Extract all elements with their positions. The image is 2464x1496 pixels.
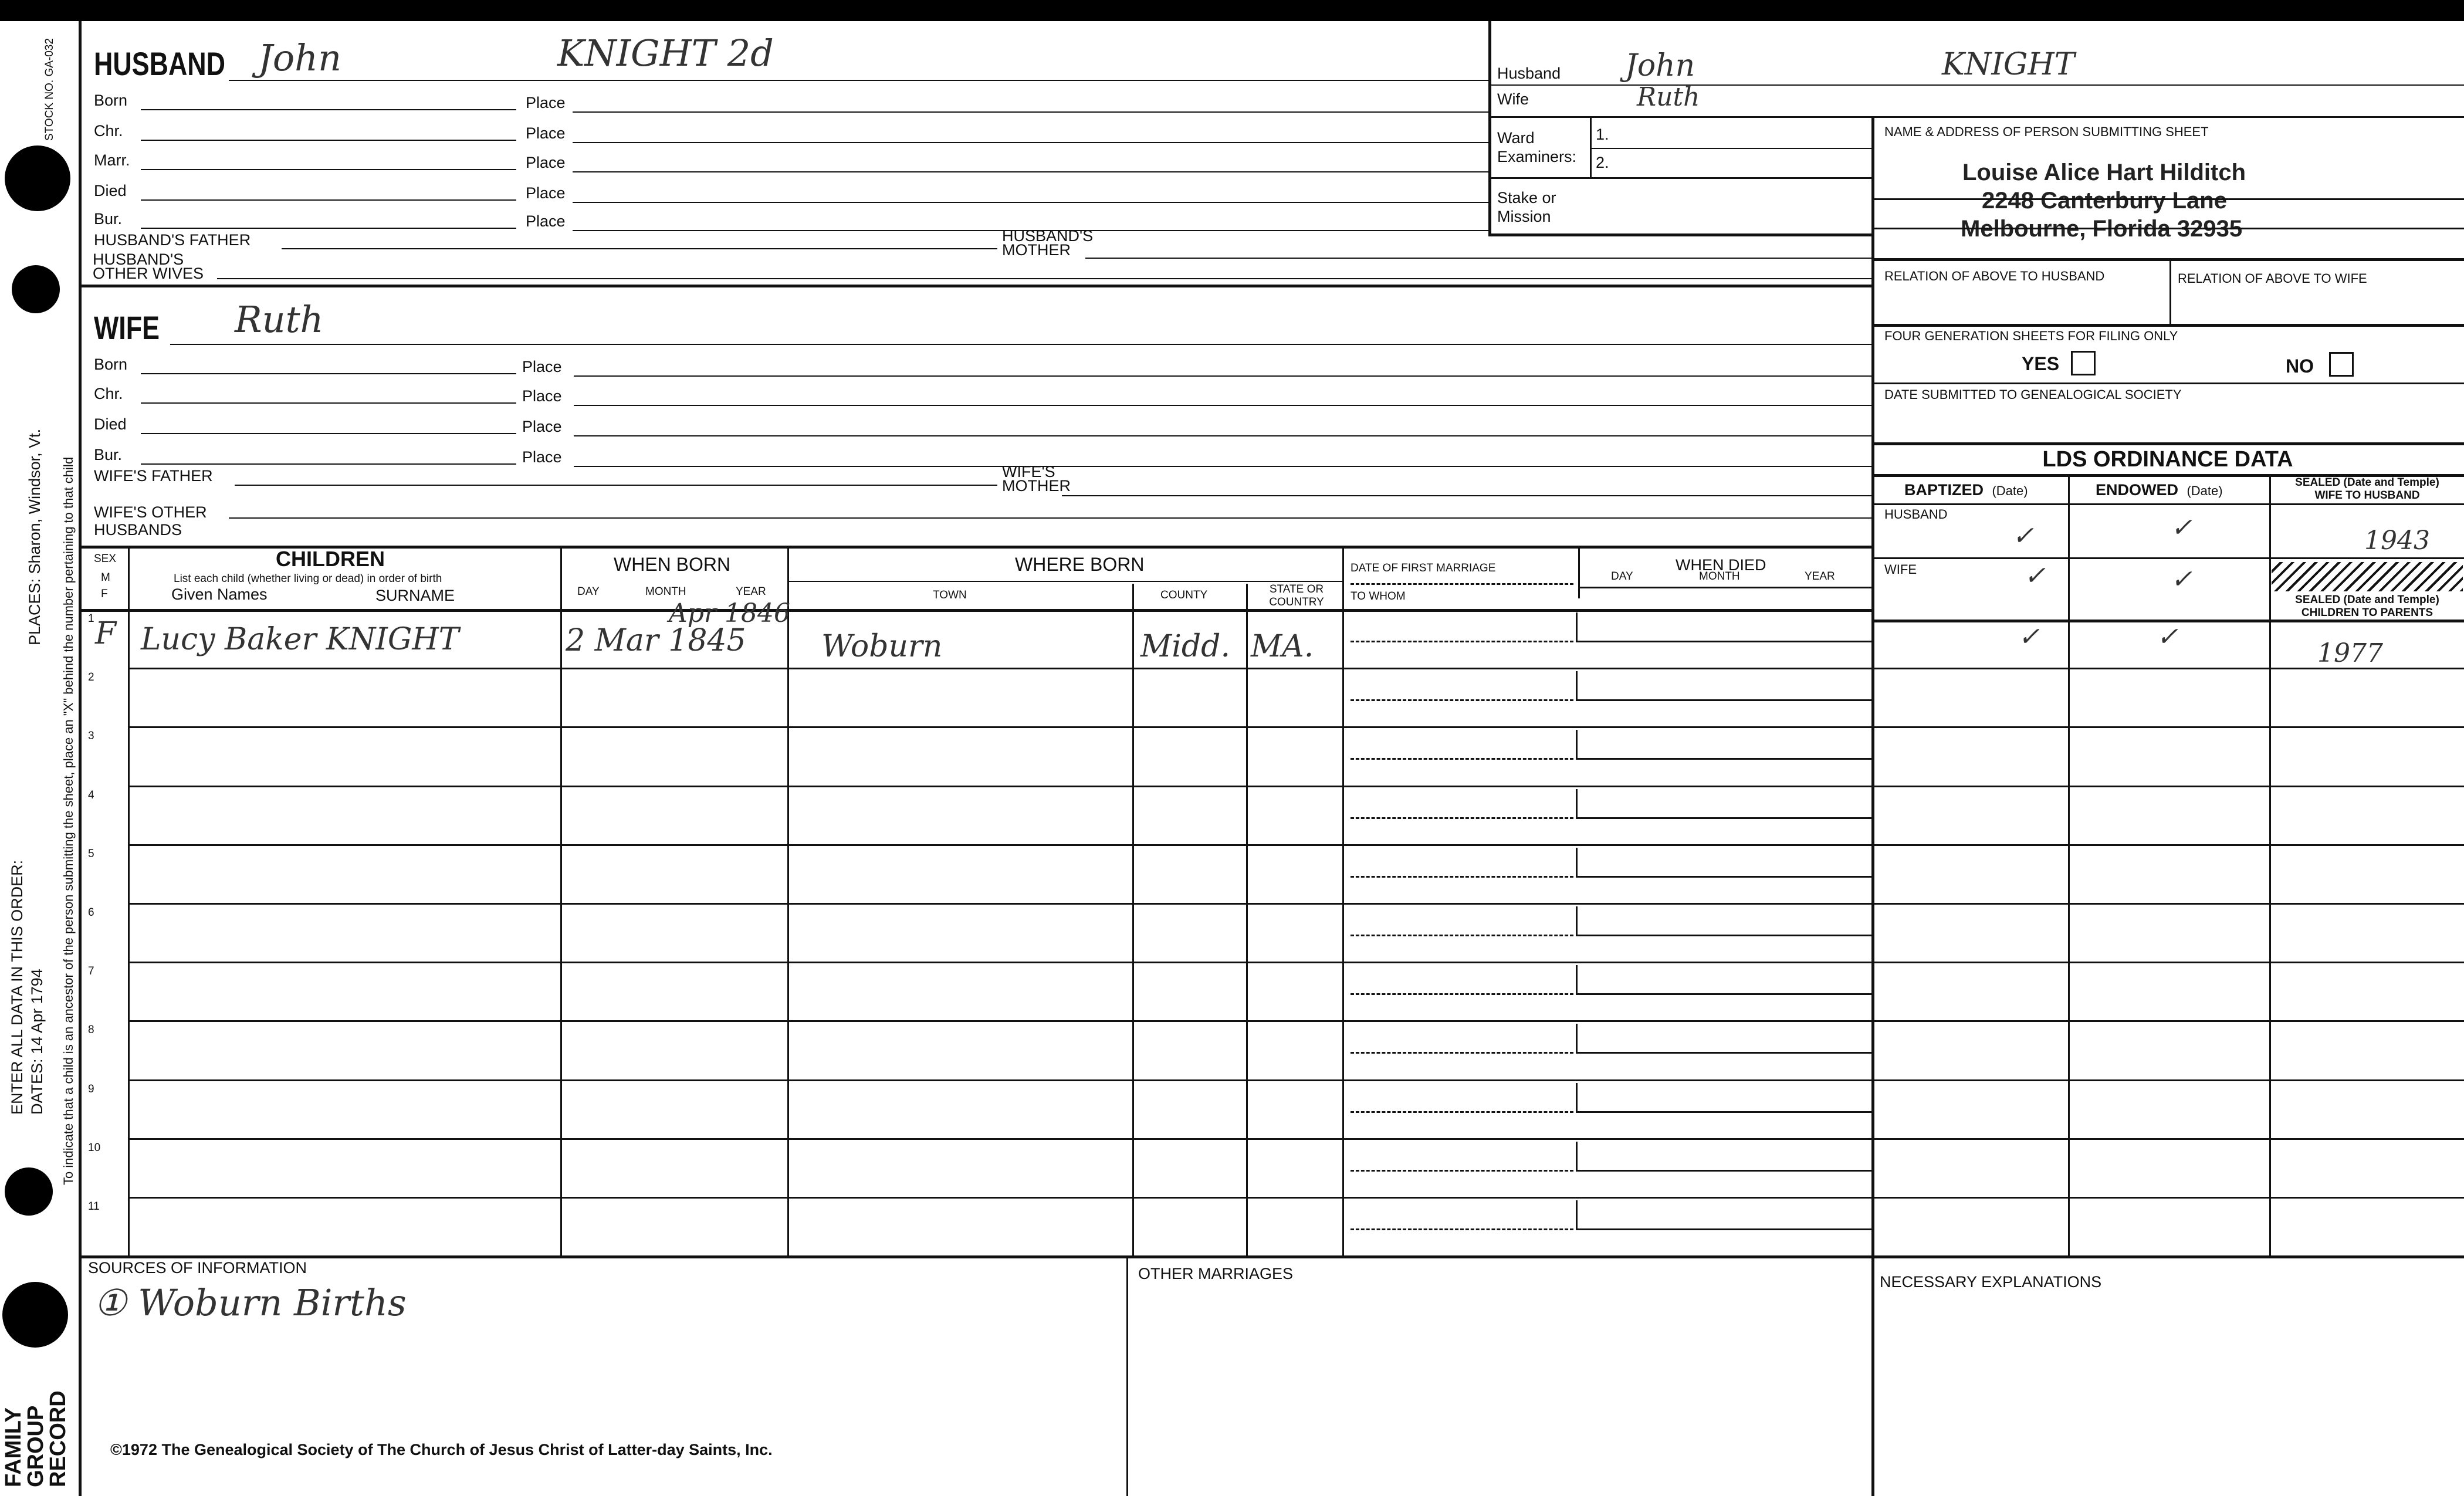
- child-died-line[interactable]: [1576, 935, 1871, 936]
- husband-place-label: Place: [526, 154, 566, 171]
- husband-given-name[interactable]: John: [258, 36, 342, 79]
- submitter-street[interactable]: 2248 Canterbury Lane: [1982, 188, 2227, 214]
- children-header: CHILDREN: [276, 547, 385, 571]
- child-died-line[interactable]: [1576, 1111, 1871, 1113]
- col-born: [787, 546, 789, 1255]
- col-state: [1342, 546, 1344, 1255]
- sex-f: F: [101, 588, 108, 600]
- header-husband-given[interactable]: John: [1625, 48, 1695, 83]
- state-header: STATE OR COUNTRY: [1269, 583, 1324, 608]
- husband-place-label: Place: [526, 184, 566, 202]
- lds-child1-baptized[interactable]: ✓: [2018, 622, 2040, 652]
- husband-name-line: [229, 80, 1488, 81]
- form-title: FAMILY GROUP RECORD: [1, 1390, 70, 1487]
- children-header-bottom: [79, 609, 1871, 612]
- lds-title: LDS ORDINANCE DATA: [2042, 447, 2293, 472]
- lds-husband-label: HUSBAND: [1884, 507, 1948, 522]
- husband-parents-line: [282, 248, 997, 249]
- husband-row-label: Bur.: [94, 210, 123, 228]
- wife-date-line[interactable]: [141, 402, 516, 404]
- child-died-line[interactable]: [1576, 699, 1871, 701]
- child-died-box: [1576, 789, 1578, 818]
- child-1-town[interactable]: Woburn: [821, 629, 943, 664]
- child-row-divider: [128, 668, 2464, 669]
- where-born-underline: [787, 581, 1342, 582]
- sources-label: SOURCES OF INFORMATION: [88, 1259, 307, 1277]
- when-born-header: WHEN BORN: [614, 554, 731, 575]
- submitter-line: [1871, 198, 2464, 200]
- section-divider: [79, 285, 1871, 287]
- husband-father-label: HUSBAND'S FATHER: [94, 231, 251, 249]
- wife-row-label: Chr.: [94, 385, 123, 402]
- husband-mother-line: [1085, 258, 1871, 259]
- submitter-name[interactable]: Louise Alice Hart Hilditch: [1962, 160, 2246, 185]
- child-marriage-line[interactable]: [1351, 641, 1573, 642]
- submitter-bottom: [1871, 258, 2464, 261]
- died-header-bottom: [1578, 587, 1871, 588]
- child-died-line[interactable]: [1576, 993, 1871, 995]
- husband-other-wives-line: [217, 278, 1871, 279]
- four-gen-bottom: [1871, 383, 2464, 384]
- frame-left: [79, 21, 82, 1496]
- wife-row-label: Born: [94, 356, 128, 373]
- top-border: [0, 0, 2464, 21]
- col-county: [1246, 584, 1248, 1255]
- child-marriage-line[interactable]: [1351, 876, 1573, 878]
- husband-row-label: Marr.: [94, 151, 130, 169]
- child-row-divider: [128, 1138, 2464, 1140]
- examiner-2[interactable]: 2.: [1596, 154, 1609, 171]
- date-submitted-bottom: [1871, 442, 2464, 445]
- date-submitted-label: DATE SUBMITTED TO GENEALOGICAL SOCIETY: [1884, 387, 2182, 402]
- child-1-county[interactable]: Midd.: [1140, 629, 1230, 664]
- other-marriages-label: OTHER MARRIAGES: [1138, 1265, 1294, 1282]
- lds-husband-bottom: [1871, 557, 2464, 559]
- child-died-box: [1576, 1200, 1578, 1230]
- lds-sealed-wife: SEALED (Date and Temple) WIFE TO HUSBAND: [2295, 476, 2439, 502]
- child-row-number: 1: [88, 612, 94, 625]
- to-whom-header: TO WHOM: [1351, 590, 1406, 603]
- child-1-sex[interactable]: F: [95, 616, 117, 651]
- wife-mother-label: WIFE'S MOTHER: [1002, 463, 1071, 495]
- wife-date-line[interactable]: [141, 463, 516, 465]
- when-died-header: WHEN DIED: [1676, 556, 1766, 574]
- copyright: ©1972 The Genealogical Society of The Church of Jesus Christ of Latter-day Saints, Inc.: [110, 1441, 773, 1458]
- binder-hole: [2, 1282, 68, 1348]
- died-day-header: DAY: [1611, 570, 1633, 583]
- child-died-line[interactable]: [1576, 641, 1871, 642]
- header-wife-line: [1488, 116, 2464, 118]
- child-row-number: 2: [88, 671, 94, 683]
- child-marriage-line[interactable]: [1351, 1228, 1573, 1230]
- lds-child1-endowed[interactable]: ✓: [2157, 622, 2178, 652]
- husband-other-wives-label: HUSBAND'S OTHER WIVES: [93, 251, 204, 282]
- child-row-divider: [128, 844, 2464, 846]
- child-died-box: [1576, 730, 1578, 759]
- stake-label: Stake or: [1497, 189, 1556, 207]
- husband-date-line[interactable]: [141, 228, 516, 229]
- child-died-line[interactable]: [1576, 876, 1871, 878]
- husband-place-label: Place: [526, 212, 566, 230]
- died-year-header: YEAR: [1805, 570, 1835, 583]
- child-died-line[interactable]: [1576, 1052, 1871, 1054]
- lds-sealed-children: SEALED (Date and Temple) CHILDREN TO PARENTS: [2295, 594, 2439, 619]
- wife-label: WIFE: [94, 309, 160, 346]
- wife-other-husbands-label: WIFE'S OTHER HUSBANDS: [94, 503, 207, 539]
- examiner-1[interactable]: 1.: [1596, 126, 1609, 143]
- wife-other-husbands-line: [229, 517, 1871, 519]
- husband-place-line[interactable]: [573, 171, 1488, 172]
- lds-wife-baptized[interactable]: ✓: [2024, 561, 2046, 591]
- child-row-number: 8: [88, 1024, 94, 1036]
- child-row-divider: [128, 1079, 2464, 1081]
- child-marriage-line[interactable]: [1351, 993, 1573, 995]
- col-sex: [128, 546, 130, 1255]
- husband-place-label: Place: [526, 94, 566, 111]
- col-name: [560, 546, 562, 1255]
- sex-m: M: [101, 571, 110, 584]
- child-row-divider: [128, 726, 2464, 728]
- submitter-line: [1871, 228, 2464, 229]
- wife-mother-line: [1062, 495, 1871, 496]
- given-names-header: Given Names: [171, 585, 268, 603]
- no-label: NO: [2286, 356, 2314, 377]
- header-right-bottom: [1488, 233, 1871, 236]
- child-marriage-line[interactable]: [1351, 1111, 1573, 1113]
- header-husband-line: [1488, 84, 2464, 86]
- wife-place-line[interactable]: [574, 466, 1871, 467]
- husband-date-line[interactable]: [141, 169, 516, 170]
- husband-mother-label: HUSBAND'S MOTHER: [1002, 227, 1094, 259]
- enter-order: ENTER ALL DATA IN THIS ORDER:: [8, 859, 26, 1115]
- child-died-line[interactable]: [1576, 758, 1871, 760]
- no-checkbox[interactable]: [2329, 352, 2354, 377]
- lds-husband-baptized[interactable]: ✓: [2012, 521, 2034, 551]
- husband-date-line[interactable]: [141, 140, 516, 141]
- town-header: TOWN: [933, 589, 967, 601]
- wife-date-line[interactable]: [141, 433, 516, 434]
- husband-label: HUSBAND: [94, 45, 225, 82]
- child-marriage-line[interactable]: [1351, 699, 1573, 701]
- husband-surname[interactable]: KNIGHT 2d: [557, 32, 774, 75]
- sex-header: SEX: [94, 553, 117, 565]
- source-1[interactable]: ① Woburn Births: [94, 1281, 407, 1324]
- child-died-box: [1576, 1024, 1578, 1053]
- child-row-divider: [128, 1020, 2464, 1022]
- child-died-line[interactable]: [1576, 1228, 1871, 1230]
- child-1-name[interactable]: Lucy Baker KNIGHT: [141, 622, 459, 657]
- wife-father-label: WIFE'S FATHER: [94, 467, 213, 485]
- lds-baptized: BAPTIZED (Date): [1904, 481, 2028, 499]
- necessary-explanations-label: NECESSARY EXPLANATIONS: [1880, 1273, 2102, 1291]
- relation-husband-label: RELATION OF ABOVE TO HUSBAND: [1884, 269, 2105, 283]
- child-marriage-line[interactable]: [1351, 1052, 1573, 1054]
- binder-hole: [5, 145, 70, 211]
- child-row-number: 11: [88, 1200, 100, 1213]
- child-row-divider: [128, 1197, 2464, 1199]
- county-header: COUNTY: [1160, 589, 1208, 601]
- child-row-number: 10: [88, 1142, 101, 1154]
- four-gen-label: FOUR GENERATION SHEETS FOR FILING ONLY: [1884, 329, 2178, 343]
- stock-number: STOCK NO. GA-032: [43, 38, 56, 141]
- child-1-born[interactable]: 2 Mar 1845: [566, 623, 746, 658]
- yes-label: YES: [2022, 353, 2060, 374]
- child-died-line[interactable]: [1576, 1170, 1871, 1172]
- ancestor-instruction: To indicate that a child is an ancestor of the person submitting the sheet, place an "X" behind the number pertaining to that child: [61, 456, 76, 1185]
- born-month-header: MONTH: [645, 585, 686, 598]
- child-row-divider: [128, 962, 2464, 963]
- child-row-divider: [128, 786, 2464, 787]
- relation-bottom: [1871, 324, 2464, 327]
- child-died-box: [1576, 848, 1578, 877]
- yes-checkbox[interactable]: [2071, 351, 2096, 375]
- born-year-header: YEAR: [736, 585, 766, 598]
- wife-place-label: Place: [522, 448, 562, 466]
- surname-header: SURNAME: [375, 587, 455, 604]
- child-row-number: 7: [88, 965, 94, 977]
- husband-place-line[interactable]: [573, 111, 1488, 113]
- wife-place-line[interactable]: [574, 405, 1871, 406]
- marriage-header-dash: [1351, 583, 1573, 585]
- child-died-box: [1576, 1142, 1578, 1171]
- footer-divider: [1126, 1255, 1128, 1496]
- lds-wife-label: WIFE: [1884, 562, 1917, 577]
- lds-wife-hatch: [2272, 562, 2463, 591]
- husband-place-line[interactable]: [573, 142, 1488, 143]
- lds-husband-endowed[interactable]: ✓: [2171, 513, 2192, 543]
- child-1-state[interactable]: MA.: [1251, 629, 1314, 664]
- wife-place-line[interactable]: [574, 435, 1871, 436]
- husband-place-line[interactable]: [573, 202, 1488, 203]
- wife-place-label: Place: [522, 358, 562, 375]
- relation-divider: [2169, 258, 2171, 324]
- wife-place-label: Place: [522, 418, 562, 435]
- submitter-label: NAME & ADDRESS OF PERSON SUBMITTING SHEET: [1884, 124, 2209, 139]
- binder-hole: [5, 1167, 53, 1216]
- lds-endowed: ENDOWED (Date): [2096, 481, 2223, 499]
- col-died: [1578, 546, 1580, 598]
- mission-label: Mission: [1497, 208, 1551, 225]
- children-list-note: List each child (whether living or dead) in order of birth: [174, 573, 442, 585]
- header-husband-surname[interactable]: KNIGHT: [1942, 47, 2075, 82]
- places-order: PLACES: Sharon, Windsor, Vt.: [26, 428, 43, 645]
- child-row-number: 6: [88, 906, 94, 919]
- child-died-box: [1576, 671, 1578, 700]
- child-row-number: 9: [88, 1083, 94, 1095]
- died-month-header: MONTH: [1699, 570, 1740, 583]
- child-row-divider: [128, 903, 2464, 905]
- header-divider: [1488, 21, 1491, 235]
- header-wife-label: Wife: [1497, 90, 1529, 108]
- binder-hole: [12, 265, 60, 313]
- submitter-city[interactable]: Melbourne, Florida 32935: [1961, 216, 2243, 242]
- child-marriage-line[interactable]: [1351, 1170, 1573, 1172]
- husband-place-label: Place: [526, 124, 566, 142]
- wife-place-label: Place: [522, 387, 562, 405]
- wife-parents-line: [235, 485, 997, 486]
- husband-date-line[interactable]: [141, 109, 516, 110]
- lds-husband-sealed[interactable]: 1943: [2364, 526, 2430, 556]
- ward-label: Ward: [1497, 129, 1535, 147]
- husband-date-line[interactable]: [141, 199, 516, 201]
- examiner-1-line: [1590, 148, 1871, 149]
- children-table-bottom: [79, 1255, 2464, 1258]
- header-wife-given[interactable]: Ruth: [1637, 82, 1700, 112]
- child-marriage-line[interactable]: [1351, 758, 1573, 760]
- dates-order: DATES: 14 Apr 1794: [28, 969, 46, 1115]
- first-marriage-header: DATE OF FIRST MARRIAGE: [1351, 562, 1496, 574]
- child-died-box: [1576, 1083, 1578, 1112]
- husband-row-label: Died: [94, 182, 127, 199]
- header-husband-label: Husband: [1497, 65, 1561, 82]
- lds-wife-endowed[interactable]: ✓: [2171, 564, 2192, 594]
- child-died-box: [1576, 906, 1578, 936]
- relation-wife-label: RELATION OF ABOVE TO WIFE: [2178, 271, 2367, 286]
- wife-date-line[interactable]: [141, 373, 516, 374]
- child-1-born-note[interactable]: Apr 1846: [669, 598, 790, 628]
- child-marriage-line[interactable]: [1351, 935, 1573, 936]
- lds-child1-sealed[interactable]: 1977: [2317, 638, 2383, 668]
- child-row-number: 4: [88, 789, 94, 801]
- husband-row-label: Born: [94, 92, 128, 109]
- born-day-header: DAY: [577, 585, 600, 598]
- child-died-line[interactable]: [1576, 817, 1871, 819]
- child-marriage-line[interactable]: [1351, 817, 1573, 819]
- child-row-number: 5: [88, 848, 94, 860]
- examiners-bottom: [1488, 177, 1871, 179]
- child-died-box: [1576, 965, 1578, 994]
- child-died-box: [1576, 612, 1578, 642]
- examiners-label: Examiners:: [1497, 148, 1577, 165]
- wife-given-name[interactable]: Ruth: [235, 298, 324, 341]
- child-row-number: 3: [88, 730, 94, 742]
- wife-row-label: Died: [94, 415, 127, 433]
- where-born-header: WHERE BORN: [1015, 554, 1145, 575]
- wife-name-line: [170, 344, 1871, 345]
- husband-row-label: Chr.: [94, 122, 123, 140]
- lds-header-bottom: [1871, 503, 2464, 505]
- wife-place-line[interactable]: [574, 375, 1871, 377]
- wife-row-label: Bur.: [94, 446, 123, 463]
- col-town: [1132, 584, 1134, 1255]
